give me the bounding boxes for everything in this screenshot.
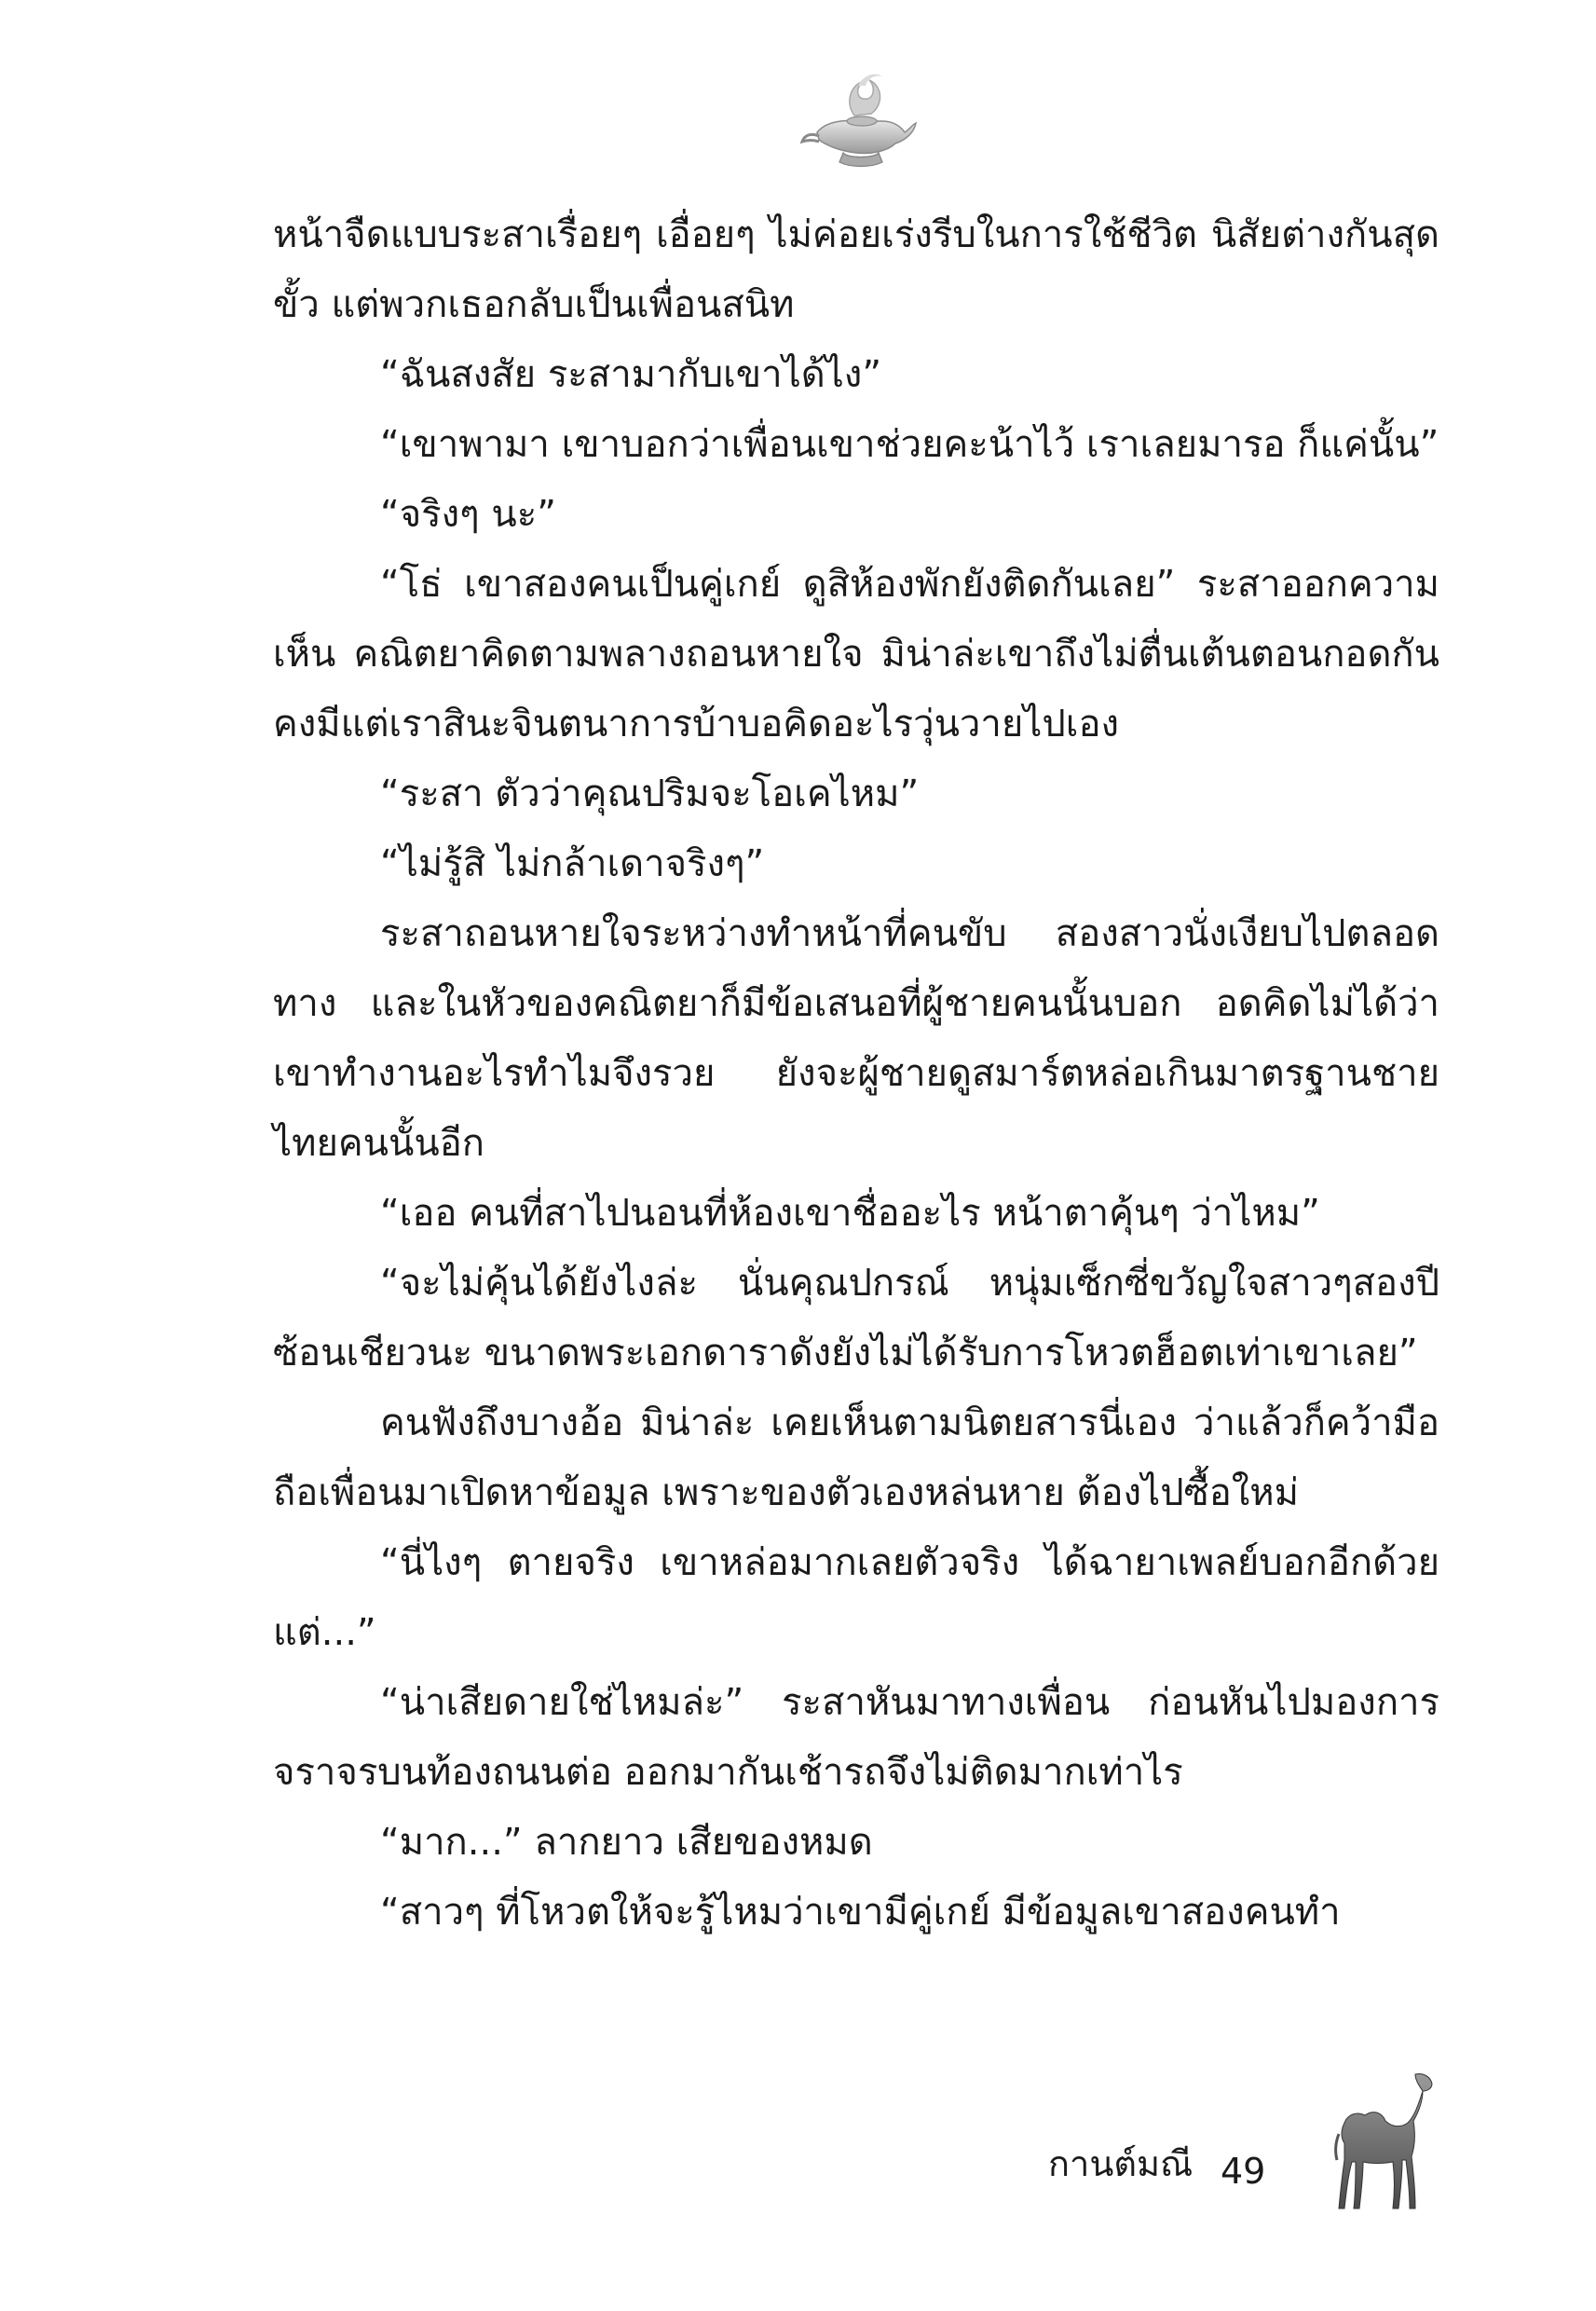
book-title: กานต์มณี	[1048, 2143, 1194, 2184]
paragraph: “จะไม่คุ้นได้ยังไงล่ะ นั่นคุณปกรณ์ หนุ่มเซ็กซี่ขวัญใจสาวๆสองปีซ้อนเชียวนะ ขนาดพระเอกดาราดังยังไม่ได้รับการโหวตฮ็อตเท่าเขาเลย”	[273, 1262, 1439, 1374]
paragraph: “จริงๆ นะ”	[380, 493, 556, 536]
paragraph: “ระสา ตัวว่าคุณปริมจะโอเคไหม”	[380, 773, 920, 815]
paragraph: คนฟังถึงบางอ้อ มิน่าล่ะ เคยเห็นตามนิตยสารนี่เอง ว่าแล้วก็คว้ามือถือเพื่อนมาเปิดหาข้อมูล เพราะของตัวเองหล่นหาย ต้องไปซื้อใหม่	[273, 1402, 1439, 1514]
paragraph: หน้าจืดแบบระสาเรื่อยๆ เอื่อยๆ ไม่ค่อยเร่งรีบในการใช้ชีวิต นิสัยต่างกันสุดขั้ว แต่พวกเธอกลับเป็นเพื่อนสนิท	[273, 213, 1439, 326]
paragraph: “ฉันสงสัย ระสามากับเขาได้ไง”	[380, 353, 882, 396]
paragraph: “เออ คนที่สาไปนอนที่ห้องเขาชื่ออะไร หน้าตาคุ้นๆ ว่าไหม”	[380, 1192, 1320, 1235]
paragraph: ระสาถอนหายใจระหว่างทำหน้าที่คนขับ สองสาวนั่งเงียบไปตลอดทาง และในหัวของคณิตยาก็มีข้อเสนอที่ผู้ชายคนนั้นบอก อดคิดไม่ได้ว่าเขาทำงานอะไรทำไมจึงรวย ยังจะผู้ชายดูสมาร์ตหล่อเกินมาตรฐานชายไทยคนนั้นอีก	[273, 912, 1439, 1165]
genie-lamp-icon	[797, 58, 918, 179]
camel-icon	[1330, 2069, 1439, 2218]
paragraph: “สาวๆ ที่โหวตให้จะรู้ไหมว่าเขามีคู่เกย์ มีข้อมูลเขาสองคนทำ	[380, 1891, 1341, 1934]
paragraph: “โธ่ เขาสองคนเป็นคู่เกย์ ดูสิห้องพักยังติดกันเลย” ระสาออกความเห็น คณิตยาคิดตามพลางถอนหายใจ มิน่าล่ะเขาถึงไม่ตื่นเต้นตอนกอดกัน คงมีแต่เราสินะจินตนาการบ้าบอคิดอะไรวุ่นวายไปเอง	[273, 563, 1439, 745]
paragraph: “นี่ไงๆ ตายจริง เขาหล่อมากเลยตัวจริง ได้ฉายาเพลย์บอกอีกด้วย แต่...”	[273, 1541, 1439, 1654]
paragraph: “เขาพามา เขาบอกว่าเพื่อนเขาช่วยคะน้าไว้ เราเลยมารอ ก็แค่นั้น”	[380, 423, 1439, 466]
paragraph: “ไม่รู้สิ ไม่กล้าเดาจริงๆ”	[380, 842, 765, 885]
page-number: 49	[1221, 2151, 1266, 2192]
page-body-text	[273, 200, 1439, 1948]
page-footer	[1048, 2050, 1439, 2218]
paragraph: “มาก...” ลากยาว เสียของหมด	[380, 1821, 873, 1864]
paragraph: “น่าเสียดายใช่ไหมล่ะ” ระสาหันมาทางเพื่อน ก่อนหันไปมองการจราจรบนท้องถนนต่อ ออกมากันเช้ารถจึงไม่ติดมากเท่าไร	[273, 1681, 1439, 1794]
